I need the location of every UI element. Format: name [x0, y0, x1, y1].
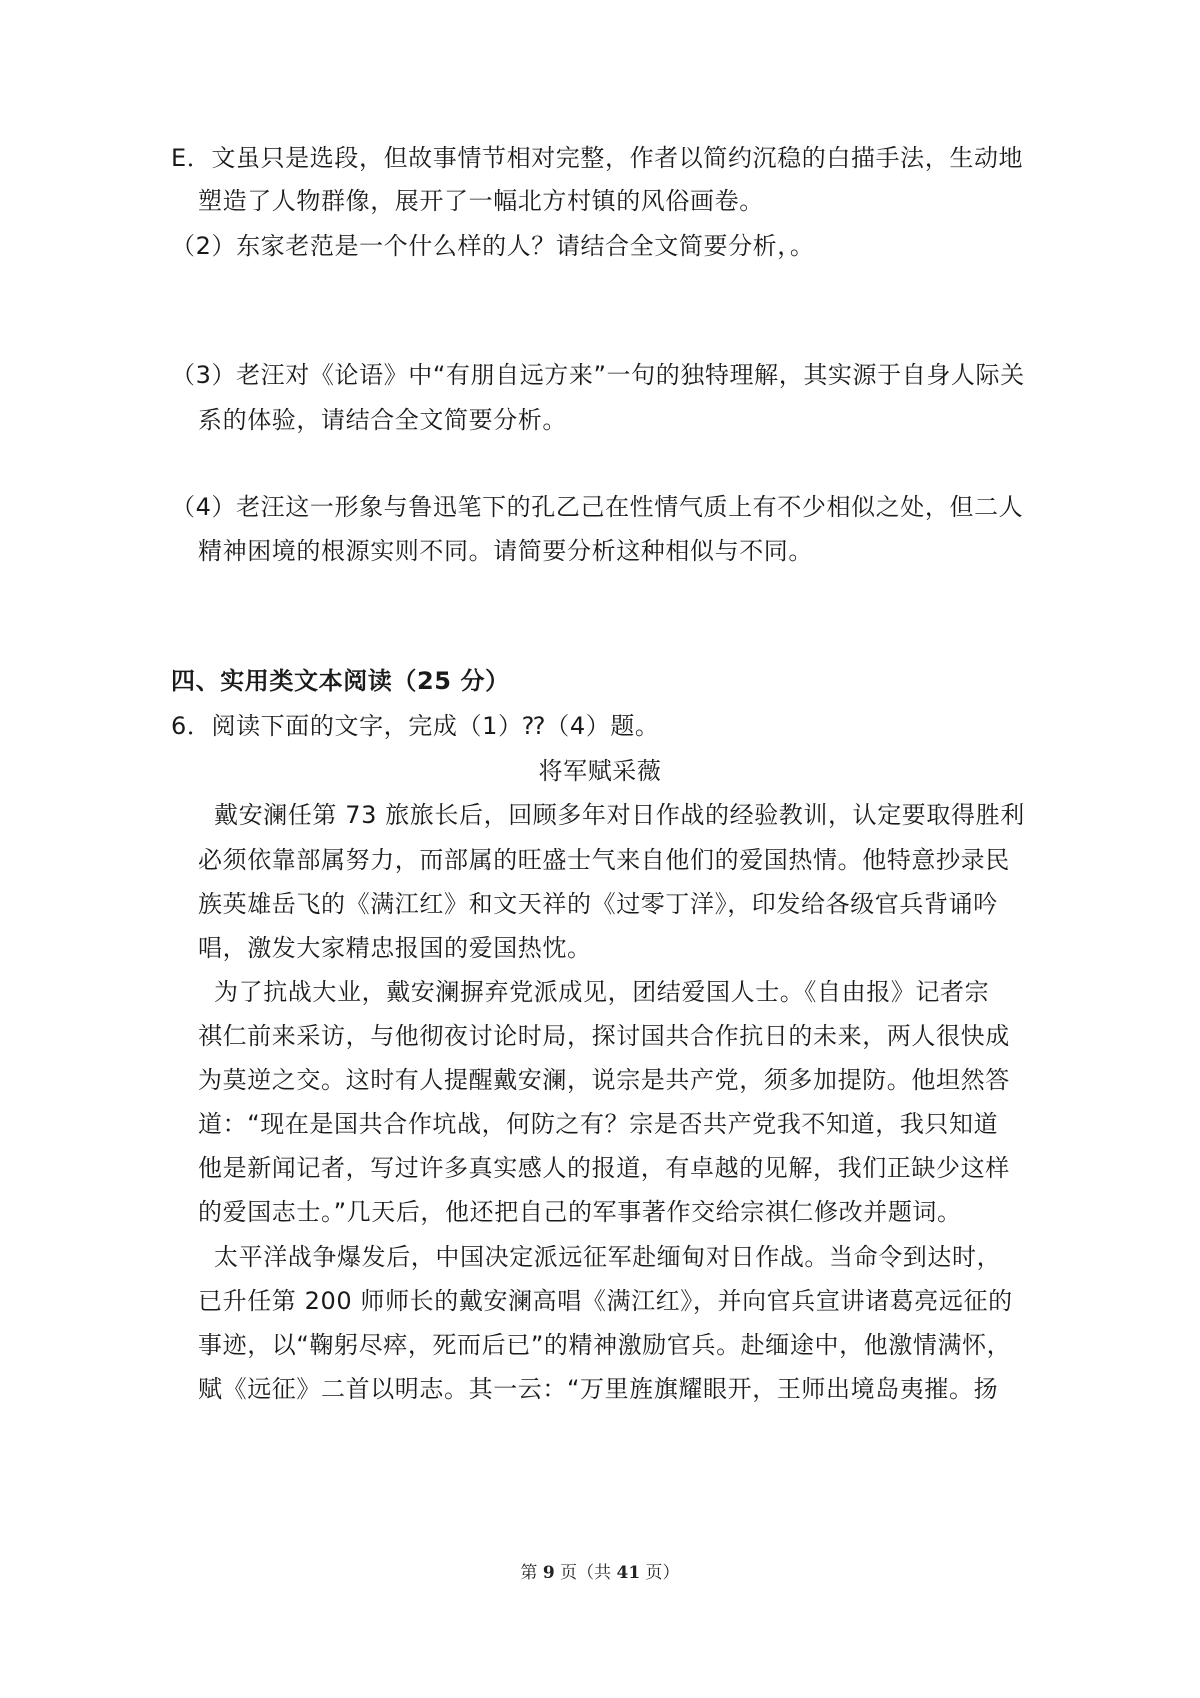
article-p2-line-3: 为莫逆之交。这时有人提醒戴安澜，说宗是共产党，须多加提防。他坦然答: [198, 1066, 1010, 1094]
article-p1-line-2: 必须依靠部属努力，而部属的旺盛士气来自他们的爱国热情。他特意抄录民: [198, 846, 1010, 874]
section-heading: 四、实用类文本阅读（25 分）: [171, 667, 510, 695]
question-6-instruction: 6．阅读下面的文字，完成（1）⁇（4）题。: [171, 712, 660, 740]
question-3-line-2: 系的体验，请结合全文简要分析。: [198, 406, 567, 434]
footer-page-number: 9: [542, 1563, 555, 1583]
question-4-line-2: 精神困境的根源实则不同。请简要分析这种相似与不同。: [198, 537, 813, 565]
question-4-line-1: （4）老汪这一形象与鲁迅笔下的孔乙己在性情气质上有不少相似之处，但二人: [171, 493, 1024, 521]
article-p2-line-4: 道：“现在是国共合作坑战，何防之有？宗是否共产党我不知道，我只知道: [198, 1110, 999, 1138]
question-3-line-1: （3）老汪对《论语》中“有朋自远方来”一句的独特理解，其实源于自身人际关: [171, 361, 1025, 389]
article-p1-line-3: 族英雄岳飞的《满江红》和文天祥的《过零丁洋》，印发给各级官兵背诵吟: [198, 890, 998, 918]
article-p2-line-5: 他是新闻记者，写过许多真实感人的报道，有卓越的见解，我们正缺少这样: [198, 1154, 1010, 1182]
footer-prefix: 第: [520, 1563, 543, 1583]
footer-suffix: 页）: [640, 1563, 680, 1583]
footer-middle: 页（共: [554, 1563, 617, 1583]
article-title: 将军赋采薇: [538, 757, 662, 785]
article-p3-line-1: 太平洋战争爆发后，中国决定派远征军赴缅甸对日作战。当命令到达时，: [214, 1243, 1002, 1271]
question-2: （2）东家老范是一个什么样的人？请结合全文简要分析，。: [171, 232, 815, 260]
article-p2-line-6: 的爱国志士。”几天后，他还把自己的军事著作交给宗祺仁修改并题词。: [198, 1198, 962, 1226]
option-e-line-1: E．文虽只是选段，但故事情节相对完整，作者以简约沉稳的白描手法，生动地: [171, 144, 1024, 172]
article-p3-line-4: 赋《远征》二首以明志。其一云：“万里旌旗耀眼开，王师出境岛夷摧。扬: [198, 1375, 999, 1403]
option-e-line-2: 塑造了人物群像，展开了一幅北方村镇的风俗画卷。: [198, 187, 764, 215]
footer-total-pages: 41: [616, 1563, 641, 1583]
article-p3-line-2: 已升任第 200 师师长的戴安澜高唱《满江红》，并向官兵宣讲诸葛亮远征的: [198, 1287, 1013, 1315]
page-footer: [0, 1561, 1200, 1585]
article-p2-line-2: 祺仁前来采访，与他彻夜讨论时局，探讨国共合作抗日的未来，两人很快成: [198, 1022, 1010, 1050]
article-p2-line-1: 为了抗战大业，戴安澜摒弃党派成见，团结爱国人士。《自由报》记者宗: [214, 978, 990, 1006]
article-p1-line-1: 戴安澜任第 73 旅旅长后，回顾多年对日作战的经验教训，认定要取得胜利: [214, 801, 1025, 829]
article-p1-line-4: 唱，激发大家精忠报国的爱国热忱。: [198, 934, 592, 962]
article-p3-line-3: 事迹，以“鞠躬尽瘁，死而后已”的精神激励官兵。赴缅途中，他激情满怀，: [198, 1331, 1012, 1359]
